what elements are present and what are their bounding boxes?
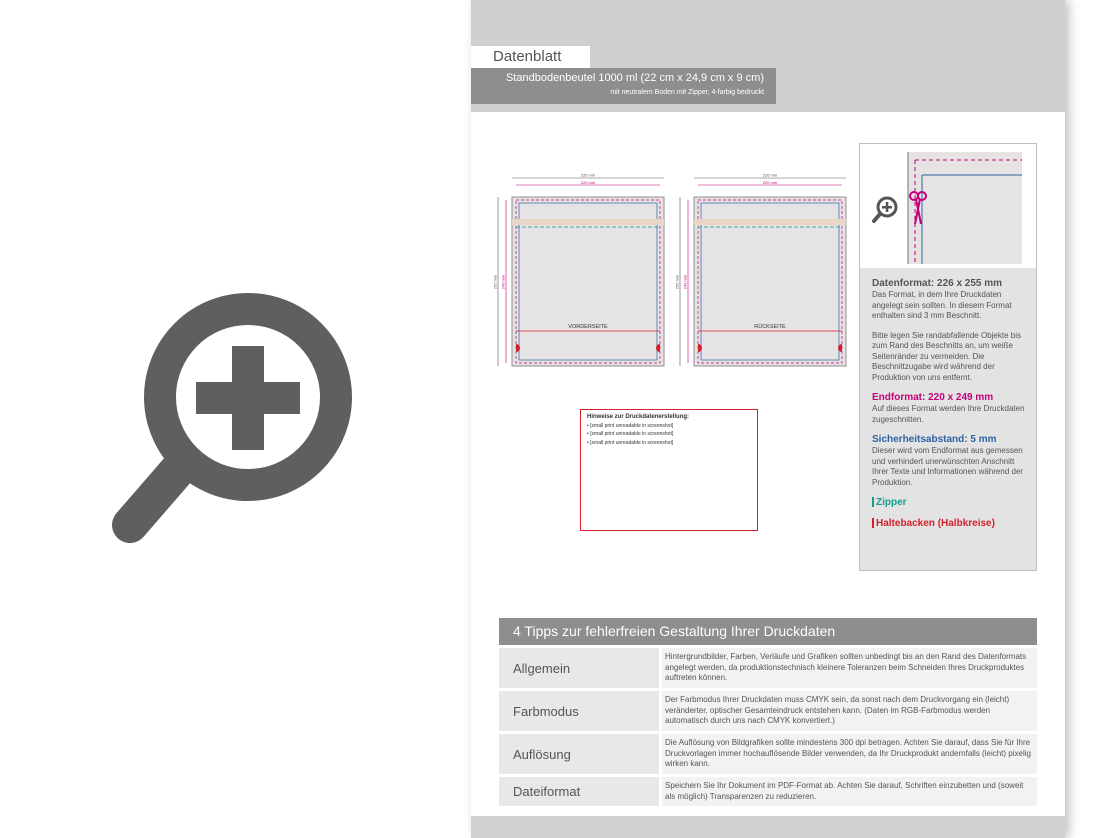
print-notes-title: Hinweise zur Druckdatenerstellung: xyxy=(587,414,690,420)
dim-inner-height-front: 249 mm xyxy=(500,274,506,290)
zipper-legend xyxy=(872,497,1026,509)
back-side-drawing xyxy=(675,173,847,367)
zipper-legend-label: Zipper xyxy=(876,497,907,508)
front-side-label: VORDERSEITE xyxy=(568,324,608,330)
halte-legend-label: Haltebacken (Halbkreise) xyxy=(876,518,995,529)
tip-row-dateiformat xyxy=(499,777,1037,806)
tip-row-aufloesung xyxy=(499,734,1037,774)
tip-text: Speichern Sie Ihr Dokument im PDF-Format ab. Achten Sie darauf, Schriften einzubetten und (soweit als möglich) Transparenzen zu reduzieren. xyxy=(662,777,1037,806)
dim-inner-width-front: 220 mm xyxy=(580,180,596,185)
tip-label: Auflösung xyxy=(499,734,659,774)
back-side-label: RÜCKSEITE xyxy=(754,324,786,330)
data-format-text-2: Bitte legen Sie randabfallende Objekte bis zum Rand des Beschnitts an, um weiße Seitenränder zu vermeiden. Die Beschnittzugabe wird während der Produktion von uns entfernt. xyxy=(872,330,1021,382)
halte-legend xyxy=(872,518,1026,530)
tip-text: Die Auflösung von Bildgrafiken sollte mindestens 300 dpi betragen. Achten Sie darauf, dass Sie für Ihre Druckvorlagen immer hochauflösende Bilder verwenden, da Ihr Druckprodukt andernfalls (leicht) pixelig wirken kann. xyxy=(662,734,1037,774)
bag-technical-drawing xyxy=(494,170,854,370)
tip-label: Allgemein xyxy=(499,648,659,688)
format-info-panel xyxy=(859,143,1037,571)
dim-outer-width-front: 226 mm xyxy=(580,172,596,178)
print-notes-box xyxy=(580,409,758,531)
front-side-drawing xyxy=(493,173,665,367)
dim-outer-height-front: 255 mm xyxy=(492,274,498,290)
tip-label: Farbmodus xyxy=(499,691,659,731)
dim-inner-height-back: 249 mm xyxy=(682,274,688,290)
zoom-in-icon[interactable] xyxy=(100,300,360,550)
scissors-icon xyxy=(908,190,928,226)
tip-row-farbmodus xyxy=(499,691,1037,731)
tips-header: 4 Tipps zur fehlerfreien Gestaltung Ihrer Druckdaten xyxy=(499,618,1037,645)
zoom-in-icon[interactable] xyxy=(870,194,900,224)
end-format-text: Auf dieses Format werden Ihre Druckdaten zugeschnitten. xyxy=(872,404,1025,424)
dim-outer-width-back: 226 mm xyxy=(762,172,778,178)
sheet-footer-band xyxy=(471,816,1065,838)
print-note-item: • [small print unreadable in screenshot] xyxy=(587,431,674,437)
product-title: Standbodenbeutel 1000 ml (22 cm x 24,9 cm x 9 cm) xyxy=(505,72,764,84)
print-note-item: • [small print unreadable in screenshot] xyxy=(587,422,674,429)
tip-text: Hintergrundbilder, Farben, Verläufe und Grafiken sollten unbedingt bis an den Rand des Datenformats angelegt werden, da produktionstechnisch kleinere Toleranzen beim Schneiden Ihres Druckproduktes auftreten können. xyxy=(662,648,1037,688)
data-format-title: Datenformat: 226 x 255 mm xyxy=(872,278,1003,289)
tip-label: Dateiformat xyxy=(499,777,659,806)
print-note-item: • [small print unreadable in screenshot] xyxy=(587,439,674,446)
data-format-text: Das Format, in dem Ihre Druckdaten angelegt sein sollten. In diesem Format enthalten sind 3 mm Beschnitt. xyxy=(872,290,1012,320)
product-subtitle: mit neutralem Boden mit Zipper, 4-farbig bedruckt xyxy=(610,89,764,96)
format-info-text xyxy=(860,268,1036,570)
corner-preview xyxy=(860,144,1036,268)
product-title-band xyxy=(471,68,776,104)
dim-inner-width-back: 220 mm xyxy=(762,180,778,185)
zipper-marker xyxy=(872,497,874,507)
dim-outer-height-back: 255 mm xyxy=(674,274,680,290)
halte-marker xyxy=(872,518,874,528)
tip-text: Der Farbmodus Ihrer Druckdaten muss CMYK sein, da sonst nach dem Druckvorgang ein (leicht) veränderter, optischer Gesamteindruck entstehen kann. (Daten im RGB-Farbmodus werden automatisch durch uns nach CMYK konvertiert.) xyxy=(662,691,1037,731)
safety-margin-text: Dieser wird vom Endformat aus gemessen und verhindert unerwünschten Anschnitt Ihrer Texte und Informationen während der Produktion. xyxy=(872,446,1024,487)
tip-row-allgemein xyxy=(499,648,1037,688)
safety-margin-title: Sicherheitsabstand: 5 mm xyxy=(872,434,997,445)
page-title: Datenblatt xyxy=(471,46,590,68)
end-format-title: Endformat: 220 x 249 mm xyxy=(872,392,994,403)
